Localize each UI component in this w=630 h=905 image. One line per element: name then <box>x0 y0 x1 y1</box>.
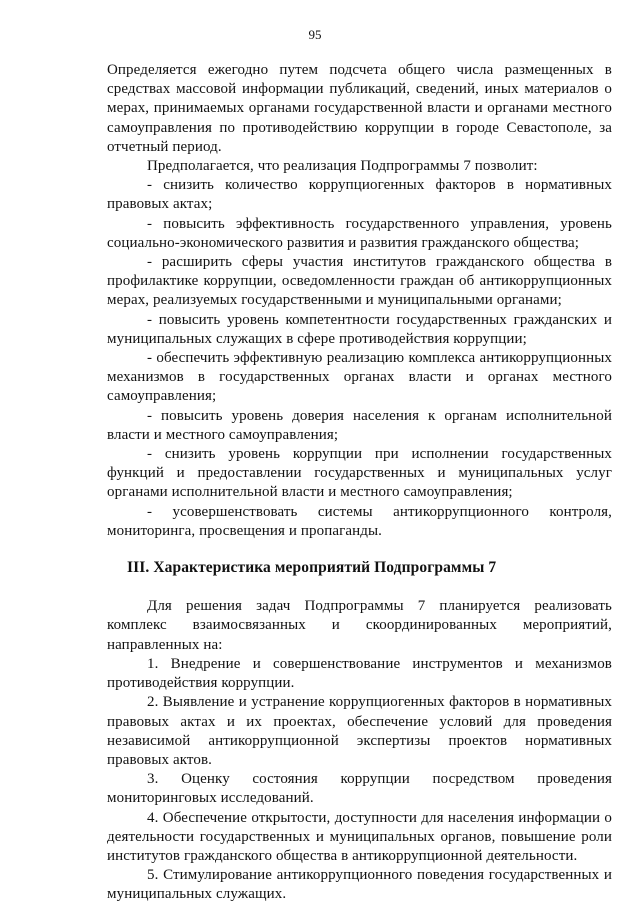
measures-lead: Для решения задач Подпрограммы 7 планируется реализовать комплекс взаимосвязанных и скоординированных мероприятий, направленных на: <box>107 598 612 653</box>
spacer <box>107 577 612 597</box>
measure-item: 1. Внедрение и совершенствование инструментов и механизмов противодействия коррупции. <box>107 655 612 692</box>
measure-item: 5. Стимулирование антикоррупционного поведения государственных и муниципальных служащих. <box>107 867 612 903</box>
text-body <box>107 61 612 905</box>
outcomes-lead: Предполагается, что реализация Подпрограммы 7 позволит: <box>147 158 538 175</box>
outcome-item: - повысить эффективность государственного управления, уровень социально-экономического развития и развития гражданского общества; <box>107 215 612 251</box>
section-heading: III. Характеристика мероприятий Подпрограммы 7 <box>127 559 497 577</box>
outcome-item: - повысить уровень компетентности государственных гражданских и муниципальных служащих в сфере противодействия коррупции; <box>107 311 612 347</box>
outcome-item: - усовершенствовать системы антикоррупционного контроля, мониторинга, просвещения и пропаганды. <box>107 503 612 539</box>
measure-item: 2. Выявление и устранение коррупциогенных факторов в нормативных правовых актах и их проектах, обеспечение условий для проведения независимой антикоррупционной экспертизы проектов нормативных правовых актов. <box>107 694 612 768</box>
measure-item: 4. Обеспечение открытости, доступности для населения информации о деятельности государственных и муниципальных органов, повышение роли институтов гражданского общества в антикоррупционной деятельности. <box>107 809 612 864</box>
intro-paragraph: Определяется ежегодно путем подсчета общего числа размещенных в средствах массовой информации публикаций, сведений, иных материалов о мерах, принимаемых органами государственной власти и органами местного самоуправления по противодействию коррупции в городе Севастополе, за отчетный период. <box>107 62 612 155</box>
outcome-item: - расширить сферы участия институтов гражданского общества в профилактике коррупции, осведомленности граждан об антикоррупционных мерах, реализуемых государственными и муниципальными органами; <box>107 254 612 309</box>
outcome-item: - повысить уровень доверия населения к органам исполнительной власти и местного самоуправления; <box>107 407 612 443</box>
page-number: 95 <box>308 27 322 42</box>
measure-item: 3. Оценку состояния коррупции посредством проведения мониторинговых исследований. <box>107 771 612 807</box>
outcome-item: - снизить количество коррупциогенных факторов в нормативных правовых актах; <box>107 177 612 213</box>
spacer <box>107 541 612 558</box>
outcome-item: - обеспечить эффективную реализацию комплекса антикоррупционных механизмов в государственных органах власти и органах местного самоуправления; <box>107 350 612 405</box>
outcome-item: - снизить уровень коррупции при исполнении государственных функций и предоставлении государственных и муниципальных услуг органами исполнительной власти и местного самоуправления; <box>107 446 612 501</box>
